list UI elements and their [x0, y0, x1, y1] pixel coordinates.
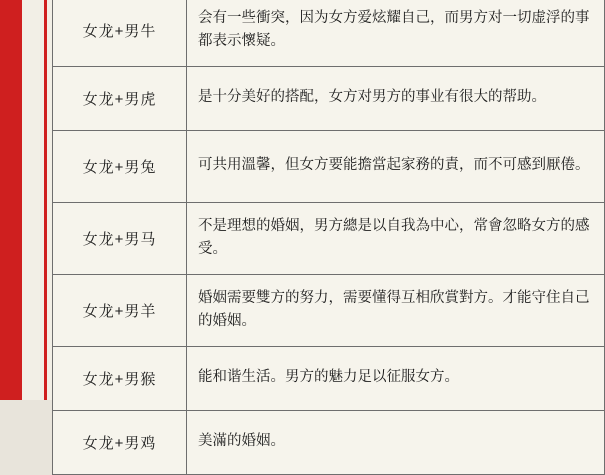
description-cell: 可共用溫馨，但女方要能擔當起家務的責，而不可感到厭倦。	[187, 131, 605, 203]
pair-cell: 女龙+男猴	[53, 347, 187, 411]
table-row	[53, 0, 605, 67]
table-row	[53, 131, 605, 203]
description-cell: 美滿的婚姻。	[187, 411, 605, 475]
table-row	[53, 203, 605, 275]
pair-cell: 女龙+男鸡	[53, 411, 187, 475]
table-row	[53, 347, 605, 411]
description-cell: 不是理想的婚姻，男方總是以自我為中心，常會忽略女方的感受。	[187, 203, 605, 275]
table-body	[53, 0, 605, 475]
pair-cell: 女龙+男牛	[53, 0, 187, 67]
description-cell: 能和谐生活。男方的魅力足以征服女方。	[187, 347, 605, 411]
pair-cell: 女龙+男马	[53, 203, 187, 275]
pair-cell: 女龙+男虎	[53, 67, 187, 131]
table-row	[53, 67, 605, 131]
paper-area	[22, 0, 590, 452]
table-row	[53, 275, 605, 347]
table-row	[53, 411, 605, 475]
description-cell: 是十分美好的搭配，女方对男方的事业有很大的帮助。	[187, 67, 605, 131]
left-red-rule	[44, 0, 47, 400]
zodiac-match-table	[52, 0, 605, 475]
description-cell: 婚姻需要雙方的努力，需要懂得互相欣賞對方。才能守住自己的婚姻。	[187, 275, 605, 347]
pair-cell: 女龙+男羊	[53, 275, 187, 347]
pair-cell: 女龙+男兔	[53, 131, 187, 203]
description-cell: 会有一些衝突，因为女方爱炫耀自己，而男方对一切虚浮的事都表示懷疑。	[187, 0, 605, 67]
